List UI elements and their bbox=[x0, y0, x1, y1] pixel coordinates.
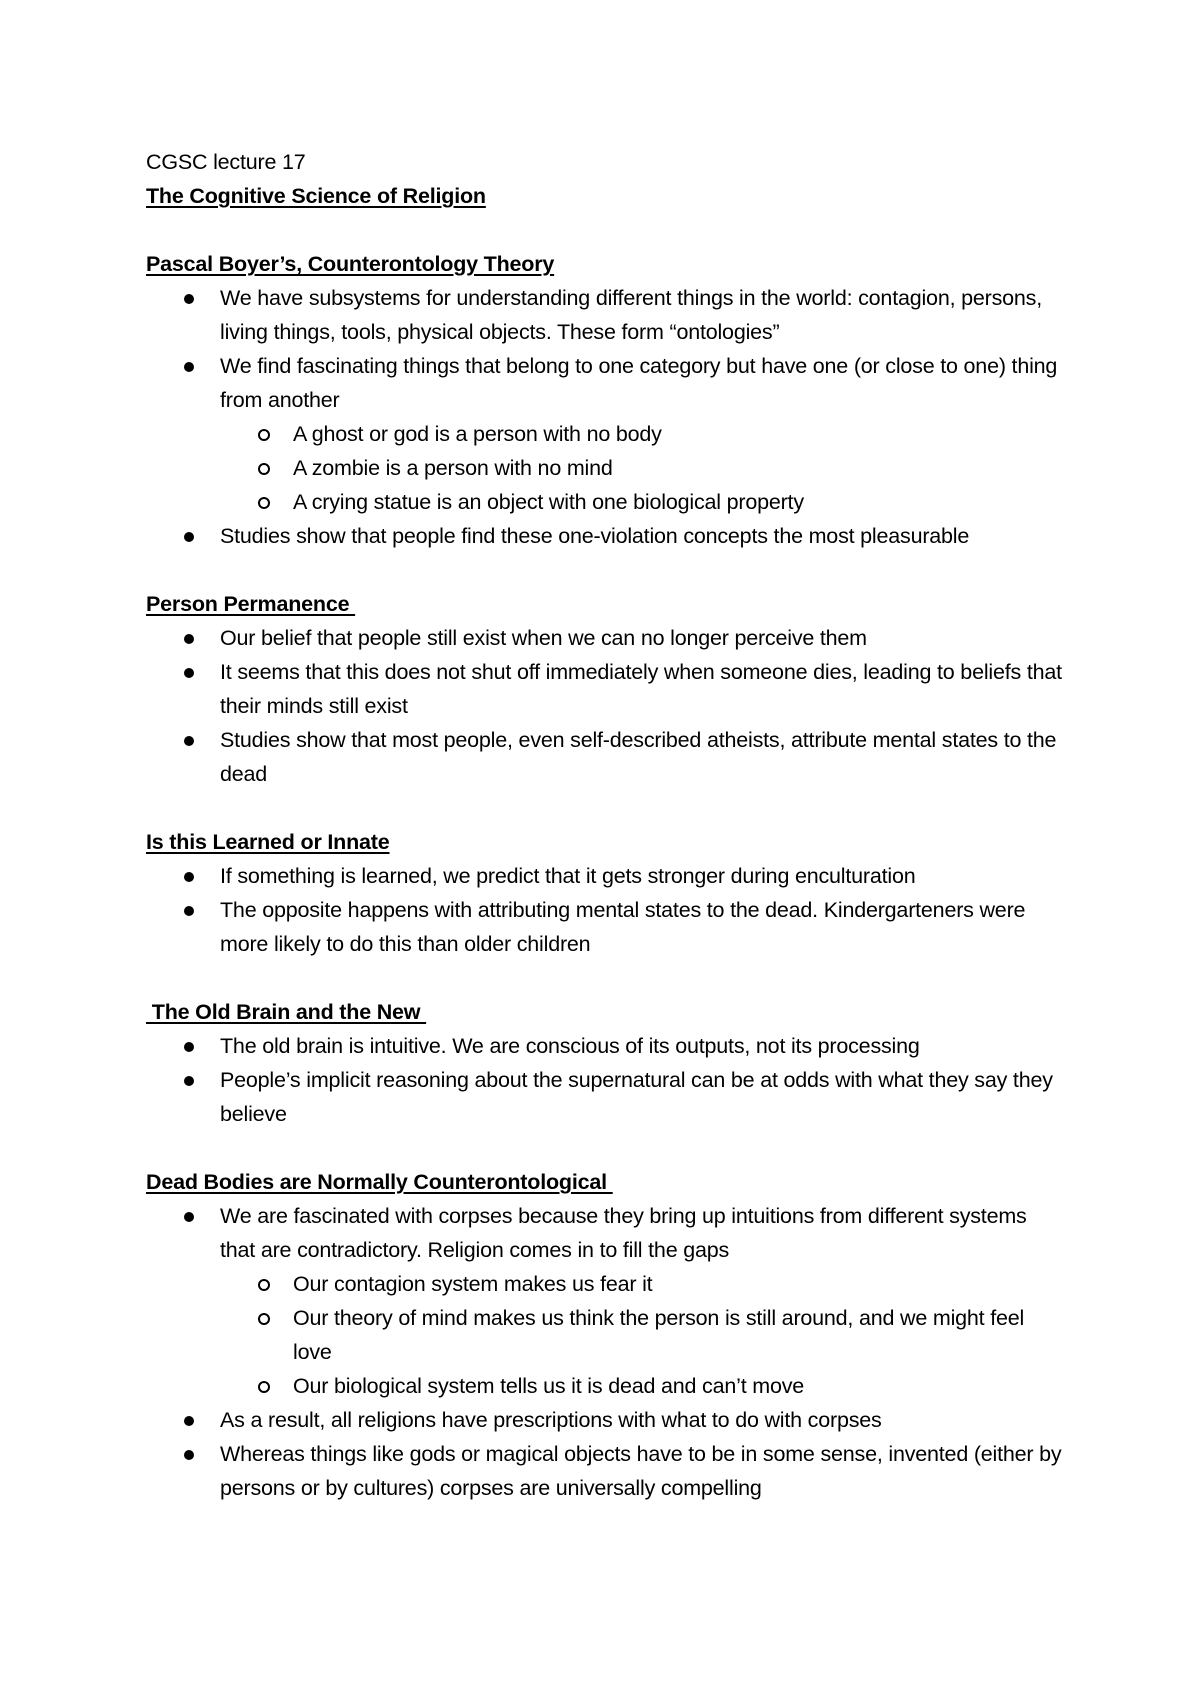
bullet-item bbox=[146, 281, 1066, 349]
bullet-list bbox=[146, 1199, 1066, 1505]
circle-bullet-icon bbox=[258, 1313, 270, 1325]
circle-bullet-icon bbox=[258, 497, 270, 509]
bullet-dot-icon bbox=[184, 1042, 194, 1052]
bullet-dot-icon bbox=[184, 668, 194, 678]
sub-bullet-text: Our biological system tells us it is dead and can’t move bbox=[293, 1374, 805, 1398]
section-heading: Is this Learned or Innate bbox=[146, 830, 390, 854]
bullet-text: It seems that this does not shut off immediately when someone dies, leading to beliefs that their minds still exist bbox=[220, 660, 1062, 718]
bullet-text: Our belief that people still exist when we can no longer perceive them bbox=[220, 626, 867, 650]
sections-container bbox=[146, 247, 1066, 1505]
bullet-dot-icon bbox=[184, 1076, 194, 1086]
bullet-item bbox=[146, 1403, 1066, 1437]
sub-bullet-item bbox=[220, 1301, 1066, 1369]
document-body bbox=[146, 145, 1066, 1505]
section bbox=[146, 247, 1066, 553]
course-line: CGSC lecture 17 bbox=[146, 150, 306, 174]
bullet-text: The opposite happens with attributing mental states to the dead. Kindergarteners were more likely to do this than older children bbox=[220, 898, 1026, 956]
bullet-list bbox=[146, 859, 1066, 961]
circle-bullet-icon bbox=[258, 463, 270, 475]
circle-bullet-icon bbox=[258, 1381, 270, 1393]
bullet-item bbox=[146, 519, 1066, 553]
bullet-text: Studies show that most people, even self-described atheists, attribute mental states to the dead bbox=[220, 728, 1057, 786]
sub-bullet-item bbox=[220, 1267, 1066, 1301]
bullet-dot-icon bbox=[184, 736, 194, 746]
bullet-text: We are fascinated with corpses because they bring up intuitions from different systems that are contradictory. Religion comes in to fill the gaps bbox=[220, 1204, 1027, 1262]
sub-bullet-text: A zombie is a person with no mind bbox=[293, 456, 613, 480]
sub-bullet-text: A crying statue is an object with one biological property bbox=[293, 490, 804, 514]
bullet-dot-icon bbox=[184, 1416, 194, 1426]
bullet-dot-icon bbox=[184, 634, 194, 644]
bullet-text: As a result, all religions have prescriptions with what to do with corpses bbox=[220, 1408, 882, 1432]
bullet-item bbox=[146, 859, 1066, 893]
sub-bullet-text: A ghost or god is a person with no body bbox=[293, 422, 662, 446]
sub-bullet-item bbox=[220, 1369, 1066, 1403]
bullet-list bbox=[146, 621, 1066, 791]
bullet-item bbox=[146, 893, 1066, 961]
bullet-text: If something is learned, we predict that it gets stronger during enculturation bbox=[220, 864, 916, 888]
sub-bullet-item bbox=[220, 485, 1066, 519]
section bbox=[146, 995, 1066, 1131]
bullet-text: We find fascinating things that belong to one category but have one (or close to one) thing from another bbox=[220, 354, 1058, 412]
bullet-list bbox=[146, 281, 1066, 553]
bullet-list bbox=[146, 1029, 1066, 1131]
bullet-text: People’s implicit reasoning about the supernatural can be at odds with what they say they believe bbox=[220, 1068, 1053, 1126]
circle-bullet-icon bbox=[258, 1279, 270, 1291]
bullet-item bbox=[146, 1029, 1066, 1063]
circle-bullet-icon bbox=[258, 429, 270, 441]
bullet-item bbox=[146, 1437, 1066, 1505]
sub-bullet-text: Our contagion system makes us fear it bbox=[293, 1272, 653, 1296]
bullet-text: The old brain is intuitive. We are conscious of its outputs, not its processing bbox=[220, 1034, 920, 1058]
section-heading: Dead Bodies are Normally Counterontological bbox=[146, 1170, 613, 1194]
bullet-dot-icon bbox=[184, 1212, 194, 1222]
bullet-dot-icon bbox=[184, 532, 194, 542]
bullet-item bbox=[146, 723, 1066, 791]
bullet-dot-icon bbox=[184, 362, 194, 372]
bullet-text: Studies show that people find these one-violation concepts the most pleasurable bbox=[220, 524, 970, 548]
sub-bullet-list bbox=[220, 417, 1066, 519]
section-heading: The Old Brain and the New bbox=[146, 1000, 427, 1024]
section bbox=[146, 825, 1066, 961]
section-heading: Person Permanence bbox=[146, 592, 356, 616]
sub-bullet-item bbox=[220, 451, 1066, 485]
bullet-text: Whereas things like gods or magical objects have to be in some sense, invented (either by persons or by cultures) corpses are universally compelling bbox=[220, 1442, 1062, 1500]
document-title: The Cognitive Science of Religion bbox=[146, 184, 486, 208]
bullet-text: We have subsystems for understanding different things in the world: contagion, persons, living things, tools, physical objects. These form “ontologies” bbox=[220, 286, 1042, 344]
bullet-dot-icon bbox=[184, 294, 194, 304]
bullet-item bbox=[146, 349, 1066, 519]
sub-bullet-item bbox=[220, 417, 1066, 451]
bullet-item bbox=[146, 621, 1066, 655]
bullet-dot-icon bbox=[184, 872, 194, 882]
bullet-dot-icon bbox=[184, 1450, 194, 1460]
section bbox=[146, 587, 1066, 791]
section-heading: Pascal Boyer’s, Counterontology Theory bbox=[146, 252, 555, 276]
sub-bullet-list bbox=[220, 1267, 1066, 1403]
bullet-item bbox=[146, 1199, 1066, 1403]
bullet-item bbox=[146, 655, 1066, 723]
bullet-item bbox=[146, 1063, 1066, 1131]
sub-bullet-text: Our theory of mind makes us think the person is still around, and we might feel love bbox=[293, 1306, 1025, 1364]
bullet-dot-icon bbox=[184, 906, 194, 916]
section bbox=[146, 1165, 1066, 1505]
